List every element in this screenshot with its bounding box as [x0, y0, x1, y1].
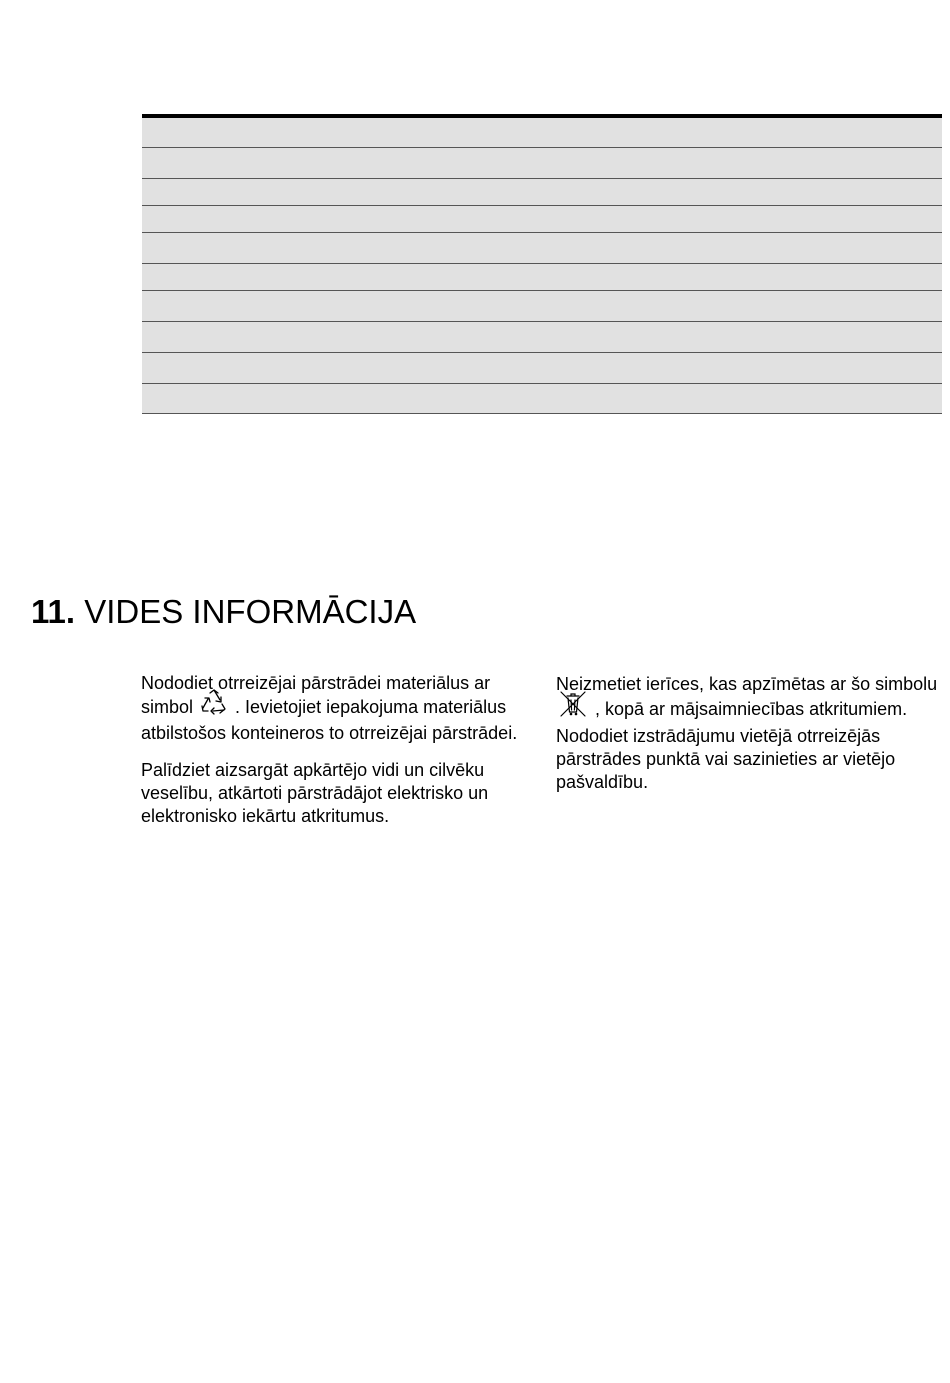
- section-title: VIDES INFORMĀCIJA: [84, 593, 417, 630]
- right-column: [556, 673, 948, 794]
- recycle-icon: [200, 689, 228, 721]
- weee-paragraph: Palīdziet aizsargāt apkārtējo vidi un cilvēku veselību, atkārtoti pārstrādājot elektrisko un elektronisko iekārtu atkritumus.: [141, 759, 489, 827]
- table-row: [142, 384, 942, 414]
- paragraph-text: Nododiet otrreizējai pārstrādei materiālus ar simbol: [141, 673, 491, 718]
- table-row: [142, 322, 942, 353]
- paragraph-text: , kopā ar mājsaimniecības atkritumiem. Nododiet izstrādājumu vietējā otrreizējās pārstrādes punktā vai sazinieties ar vietējo pašvaldību.: [556, 699, 908, 793]
- table-row: [142, 264, 942, 291]
- section-heading: [31, 592, 416, 632]
- table-row: [142, 291, 942, 322]
- table-row: [142, 353, 942, 384]
- table-row: [142, 118, 942, 148]
- paragraph-text: Neizmetiet ierīces, kas apzīmētas ar šo simbolu: [556, 674, 938, 694]
- crossed-out-bin-icon: [558, 690, 588, 724]
- paragraph-text: . Ievietojiet iepakojuma materiālus atbilstošos konteineros to otrreizējai pārstrādei.: [141, 697, 518, 743]
- spec-table: [142, 114, 942, 414]
- left-column: [141, 672, 536, 829]
- table-row: [142, 148, 942, 179]
- table-row: [142, 179, 942, 206]
- disposal-paragraph: [556, 673, 948, 794]
- table-row: [142, 206, 942, 233]
- table-row: [142, 233, 942, 264]
- recycling-paragraph: [141, 672, 536, 745]
- section-number: 11.: [31, 593, 76, 630]
